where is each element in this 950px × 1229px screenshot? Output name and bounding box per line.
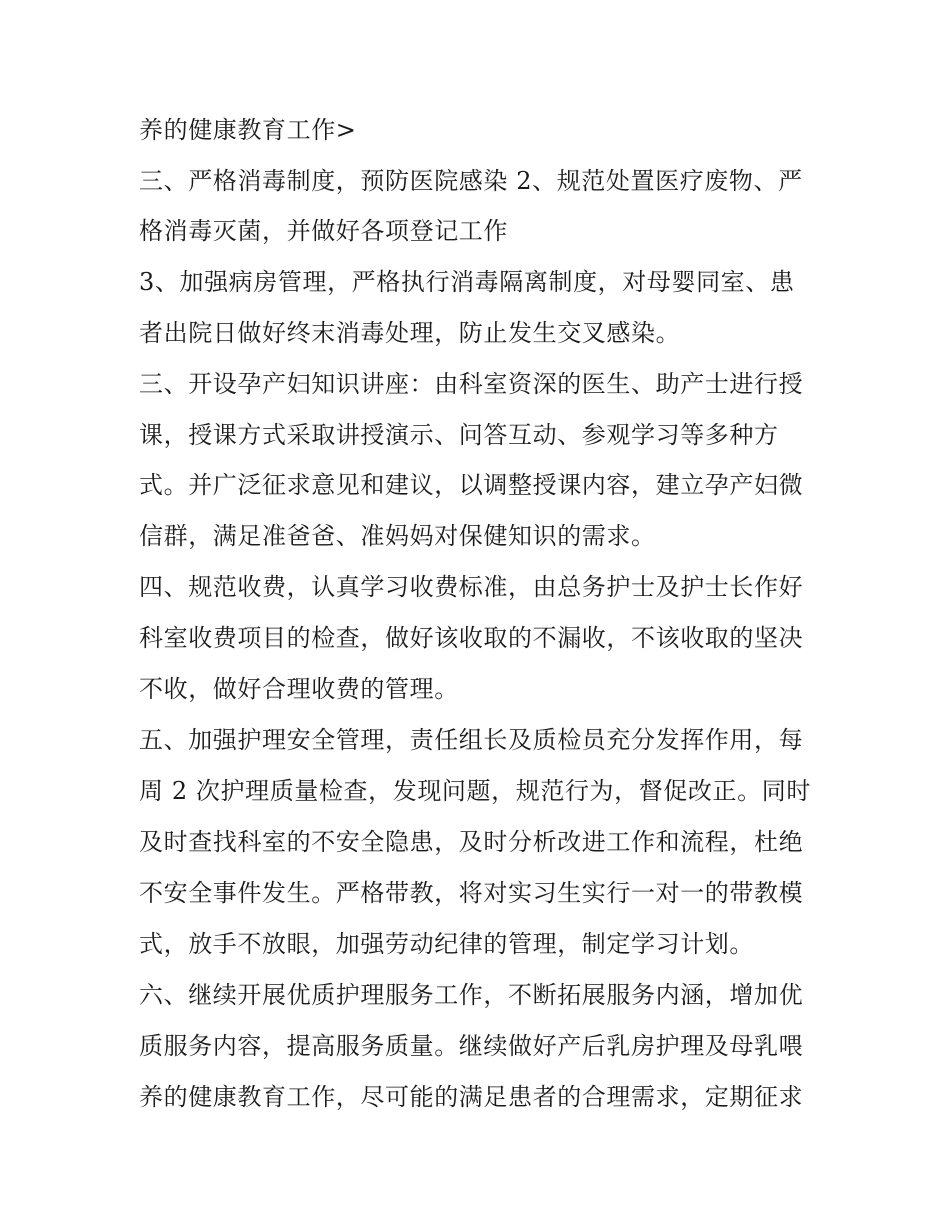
text-line: 不安全事件发生。严格带教，将对实习生实行一对一的带教模: [139, 879, 804, 907]
text-line: 养的健康教育工作>: [139, 116, 357, 144]
text-line: 三、严格消毒制度，预防医院感染 2、规范处置医疗废物、严: [139, 167, 803, 195]
text-line: 养的健康教育工作，尽可能的满足患者的合理需求，定期征求: [139, 1083, 804, 1111]
text-line: 及时查找科室的不安全隐患，及时分析改进工作和流程，杜绝: [139, 828, 804, 856]
text-line: 格消毒灭菌，并做好各项登记工作: [139, 217, 508, 245]
text-line: 不收，做好合理收费的管理。: [139, 675, 459, 703]
text-line: 式。并广泛征求意见和建议，以调整授课内容，建立孕产妇微: [139, 471, 804, 499]
text-line: 六、继续开展优质护理服务工作，不断拓展服务内涵，增加优: [139, 981, 804, 1009]
text-line: 五、加强护理安全管理，责任组长及质检员充分发挥作用，每: [139, 726, 804, 754]
text-line: 课，授课方式采取讲授演示、问答互动、参观学习等多种方: [139, 421, 779, 449]
text-line: 信群，满足准爸爸、准妈妈对保健知识的需求。: [139, 522, 656, 550]
text-line: 者出院日做好终末消毒处理，防止发生交叉感染。: [139, 319, 681, 347]
text-line: 周 2 次护理质量检查，发现问题，规范行为，督促改正。同时: [139, 777, 811, 805]
text-line: 科室收费项目的检查，做好该收取的不漏收，不该收取的坚决: [139, 624, 804, 652]
text-line: 四、规范收费，认真学习收费标准，由总务护士及护士长作好: [139, 573, 804, 601]
text-line: 式，放手不放眼，加强劳动纪律的管理，制定学习计划。: [139, 930, 754, 958]
text-line: 质服务内容，提高服务质量。继续做好产后乳房护理及母乳喂: [139, 1032, 804, 1060]
text-line: 三、开设孕产妇知识讲座：由科室资深的医生、助产士进行授: [139, 370, 804, 398]
text-line: 3、加强病房管理，严格执行消毒隔离制度，对母婴同室、患: [139, 268, 795, 296]
